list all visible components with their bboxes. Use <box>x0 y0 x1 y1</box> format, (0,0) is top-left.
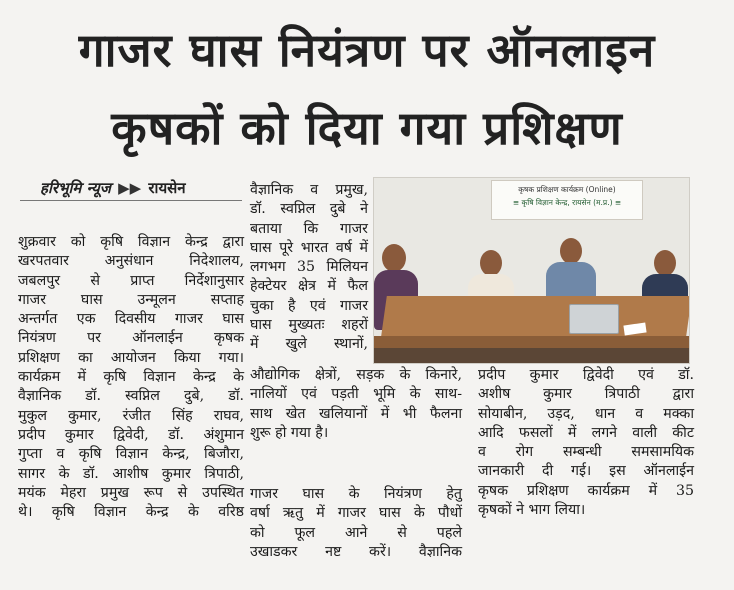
text-line: वर्षा ऋतु में गाजर घास के पौधों <box>250 505 462 522</box>
text-line: साथ खेत खलियानों में भी फैलना <box>250 405 462 422</box>
text-line: वैज्ञानिक डॉ. स्वप्निल दुबे, डॉ. <box>18 388 244 405</box>
text-line: जबलपुर से प्राप्त निर्देशानुसार <box>18 272 244 289</box>
article-column-2-top <box>250 181 368 355</box>
text-line: कृषकों ने भाग लिया। <box>478 502 586 519</box>
text-line: थे। कृषि विज्ञान केन्द्र के वरिष्ठ <box>18 504 244 521</box>
article-column-1 <box>18 233 244 522</box>
photo-banner-line-1: कृषक प्रशिक्षण कार्यक्रम (Online) <box>518 185 616 194</box>
text-line: नालियों एवं पड़ती भूमि के साथ- <box>250 386 462 403</box>
dateline-source: हरिभूमि न्यूज <box>40 179 111 197</box>
text-line: आदि फसलों में लगने वाली कीट <box>478 424 694 441</box>
dateline-rule <box>20 200 242 201</box>
text-line: प्रदीप कुमार द्विवेदी, डॉ. अंशुमान <box>18 426 244 443</box>
text-line: जानकारी दी गई। इस ऑनलाईन <box>478 463 694 480</box>
text-line: गाजर घास उन्मूलन सप्ताह <box>18 291 244 308</box>
text-line: घास पूरे भारत वर्ष में <box>250 239 368 256</box>
text-line: कृषक प्रशिक्षण कार्यक्रम में 35 <box>478 482 694 499</box>
text-line: व रोग सम्बन्धी समसामयिक <box>478 444 694 461</box>
dateline-arrows-icon: ▶▶ <box>118 179 142 197</box>
article-column-2-paragraph <box>250 485 462 562</box>
text-line: वैज्ञानिक व प्रमुख, <box>250 182 368 198</box>
text-line: डॉ. स्वप्निल दुबे ने <box>250 201 368 218</box>
text-line: अशीष कुमार त्रिपाठी द्वारा <box>478 386 694 403</box>
text-line: चुका है एवं गाजर <box>250 297 368 314</box>
text-line: कार्यक्रम में कृषि विज्ञान केन्द्र के <box>18 369 244 386</box>
text-line: में खुले स्थानों, <box>250 336 368 353</box>
photo-banner-line-2: ≡ कृषि विज्ञान केन्द्र, रायसेन (म.प्र.) ≡ <box>512 198 622 207</box>
text-line: गाजर घास के नियंत्रण हेतु <box>250 486 462 502</box>
text-line: शुक्रवार को कृषि विज्ञान केन्द्र द्वारा <box>18 234 244 250</box>
dateline <box>40 178 186 198</box>
text-line: बताया कि गाजर <box>250 220 368 237</box>
text-line: सोयाबीन, उड़द, धान व मक्का <box>478 405 694 422</box>
text-line: प्रदीप कुमार द्विवेदी एवं डॉ. <box>478 367 694 383</box>
article-column-3 <box>478 366 694 520</box>
text-line: शुरू हो गया है। <box>250 424 329 441</box>
photo-banner <box>491 180 643 220</box>
text-line: सागर के डॉ. आशीष कुमार त्रिपाठी, <box>18 465 244 482</box>
text-line: मुकुल कुमार, रंजीत सिंह राघव, <box>18 407 244 424</box>
photo-laptop <box>569 304 619 334</box>
dateline-place: रायसेन <box>148 179 186 197</box>
text-line: लगभग 35 मिलियन <box>250 259 368 276</box>
headline-line-1: गाजर घास नियंत्रण पर ऑनलाइन <box>78 23 656 77</box>
text-line: उखाडकर नष्ट करें। वैज्ञानिक <box>250 543 462 560</box>
text-line: को फूल आने से पहले <box>250 524 462 541</box>
text-line: नियंत्रण पर ऑनलाईन कृषक <box>18 330 244 347</box>
text-line: हेक्टेयर क्षेत्र में फैल <box>250 278 368 295</box>
text-line: अन्तर्गत एक दिवसीय गाजर घास <box>18 311 244 328</box>
text-line: खरपतवार अनुसंधान निदेशालय, <box>18 253 244 270</box>
text-line: गुप्ता व कृषि विज्ञान केन्द्र, बिजौरा, <box>18 446 244 463</box>
text-line: मयंक मेहरा प्रमुख रूप से उपस्थित <box>18 484 244 501</box>
event-photo <box>373 177 690 364</box>
article-column-2-bottom <box>250 366 462 443</box>
headline-line-2: कृषकों को दिया गया प्रशिक्षण <box>111 101 623 155</box>
text-line: घास मुख्यतः शहरों <box>250 317 368 334</box>
text-line: औद्योगिक क्षेत्रों, सड़क के किनारे, <box>250 367 462 383</box>
photo-floor <box>374 348 689 363</box>
text-line: प्रशिक्षण का आयोजन किया गया। <box>18 349 244 366</box>
